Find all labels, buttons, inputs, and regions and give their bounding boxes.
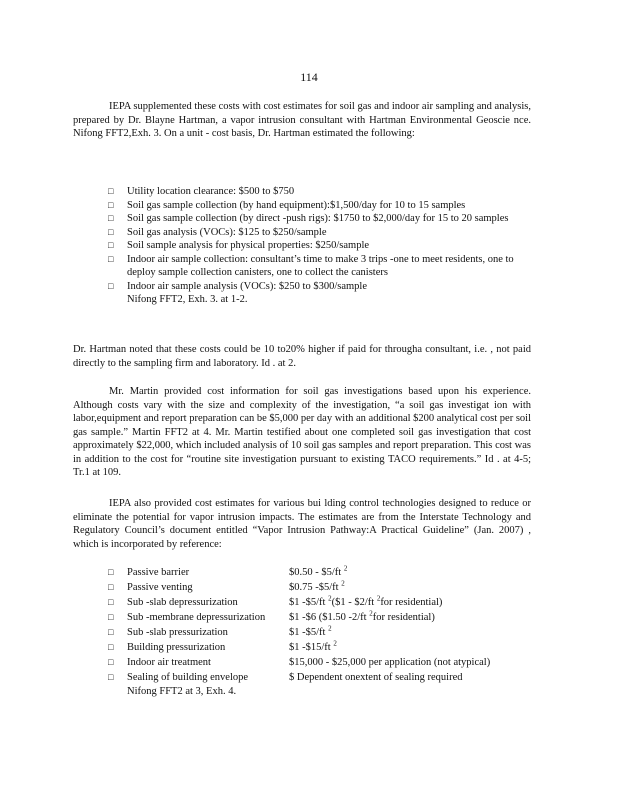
list-item: □ Soil gas sample collection (by hand equipment):$1,500/day for 10 to 15 samples bbox=[108, 199, 466, 211]
checkbox-bullet-icon: □ bbox=[108, 213, 114, 223]
checkbox-bullet-icon: □ bbox=[108, 612, 114, 622]
technology-cost: $1 -$5/ft $^2$ bbox=[289, 624, 332, 638]
checkbox-bullet-icon: □ bbox=[108, 186, 114, 196]
table-row bbox=[108, 610, 548, 625]
checkbox-bullet-icon: □ bbox=[108, 597, 114, 607]
paragraph-martin-costs bbox=[73, 385, 531, 480]
list-item: □ Soil gas analysis (VOCs): $125 to $250/sample bbox=[108, 226, 327, 238]
paragraph-iepa-technologies bbox=[73, 497, 531, 551]
checkbox-bullet-icon: □ bbox=[108, 657, 114, 667]
technology-name: Sub -slab pressurization bbox=[127, 627, 228, 638]
paragraph-text: IEPA also provided cost estimates for various bui lding control technologies designed to reduce or eliminate the potential for vapor intrusion impacts. The estimates are from the Interstate Technology and Regulatory Council’s document entitled “Vapor Intrusion Pathway:A Practical Guideline” (Jan. 2007) , which is incorporated by reference: bbox=[73, 498, 531, 550]
table-row bbox=[108, 625, 548, 640]
table-row bbox=[108, 565, 548, 580]
checkbox-bullet-icon: □ bbox=[108, 582, 114, 592]
list-item: □ Indoor air sample collection: consultant’s time to make 3 trips -one to meet residents, one to deploy sample collection canisters, one to collect the canisters bbox=[108, 253, 514, 278]
sampling-cost-list bbox=[108, 185, 528, 307]
technology-name: Sub -slab depressurization bbox=[127, 597, 238, 608]
checkbox-bullet-icon: □ bbox=[108, 642, 114, 652]
checkbox-bullet-icon: □ bbox=[108, 240, 114, 250]
list-item: □ Utility location clearance: $500 to $750 bbox=[108, 186, 295, 197]
table-row bbox=[108, 595, 548, 610]
technology-name: Sub -membrane depressurization bbox=[127, 612, 266, 623]
technology-cost: $0.75 -$5/ft $^2$ bbox=[289, 579, 345, 593]
technology-cost: $1 -$15/ft $^2$ bbox=[289, 639, 337, 653]
paragraph-hartman-note: Dr. Hartman noted that these costs could be 10 to20% higher if paid for througha consultant, i.e. , not paid directly to the sampling firm and laboratory. Id . at 2. bbox=[73, 344, 531, 369]
checkbox-bullet-icon: □ bbox=[108, 567, 114, 577]
checkbox-bullet-icon: □ bbox=[108, 280, 114, 291]
technology-cost: $1 -$6 ($1.50 -2/ft $^2$for residential) bbox=[289, 609, 435, 623]
citation: Nifong FFT2, Exh. 3. at 1-2. bbox=[127, 294, 248, 305]
list-item: □ Indoor air sample analysis (VOCs): $250 to $300/sample Nifong FFT2, Exh. 3. at 1-2. bbox=[108, 280, 528, 307]
table-row bbox=[108, 655, 548, 670]
checkbox-bullet-icon: □ bbox=[108, 627, 114, 637]
technology-cost-table bbox=[108, 565, 548, 698]
table-row bbox=[108, 640, 548, 655]
checkbox-bullet-icon: □ bbox=[108, 199, 114, 210]
checkbox-bullet-icon: □ bbox=[108, 226, 114, 237]
technology-cost: $1 -$5/ft $^2$($1 - $2/ft $^2$for residential) bbox=[289, 594, 443, 608]
list-item: □ Soil gas sample collection (by direct -push rigs): $1750 to $2,000/day for 15 to 20 samples bbox=[108, 213, 509, 224]
list-item: □ Soil sample analysis for physical properties: $250/sample bbox=[108, 240, 370, 251]
technology-name: Passive barrier bbox=[127, 567, 190, 578]
page-number: 114 bbox=[300, 70, 318, 84]
paragraph-text: Mr. Martin provided cost information for soil gas investigations based upon his experience. Although costs vary with the size and complexity of the investigation, “a soil gas investigat ion with labor,equipment and report preparation can be $5,000 per day with an additional $200 analytical cost per soil gas sample.” Martin FFT2 at 4. Mr. Martin testified about one completed soil gas investigation that cost approximately $22,000, which included analysis of 10 soil gas samples and report preparation. This cost was in addition to the cost for “routine site investigation pursuant to existing TACO requirements.” Id . at 4-5; Tr.1 at 109. bbox=[73, 386, 531, 478]
technology-name: Sealing of building envelope bbox=[127, 672, 249, 683]
technology-cost: $ Dependent onextent of sealing required bbox=[289, 672, 463, 683]
paragraph-text: IEPA supplemented these costs with cost estimates for soil gas and indoor air sampling and analysis, prepared by Dr. Blayne Hartman, a vapor intrusion consultant with Hartman Environmental Geoscie nce. Nifong FFT2,Exh. 3. On a unit - cost basis, Dr. Hartman estimated the following: bbox=[73, 101, 531, 139]
checkbox-bullet-icon: □ bbox=[108, 672, 114, 682]
technology-name: Building pressurization bbox=[127, 642, 226, 653]
table-row bbox=[108, 580, 548, 595]
checkbox-bullet-icon: □ bbox=[108, 253, 114, 264]
paragraph-iepa-sampling bbox=[73, 100, 531, 141]
technology-name: Passive venting bbox=[127, 582, 193, 593]
technology-cost: $15,000 - $25,000 per application (not atypical) bbox=[289, 657, 491, 668]
table-row bbox=[108, 670, 548, 698]
technology-name: Indoor air treatment bbox=[127, 657, 211, 668]
technology-cost: $0.50 - $5/ft $^2$ bbox=[289, 564, 348, 578]
citation: Nifong FFT2 at 3, Exh. 4. bbox=[127, 686, 237, 697]
